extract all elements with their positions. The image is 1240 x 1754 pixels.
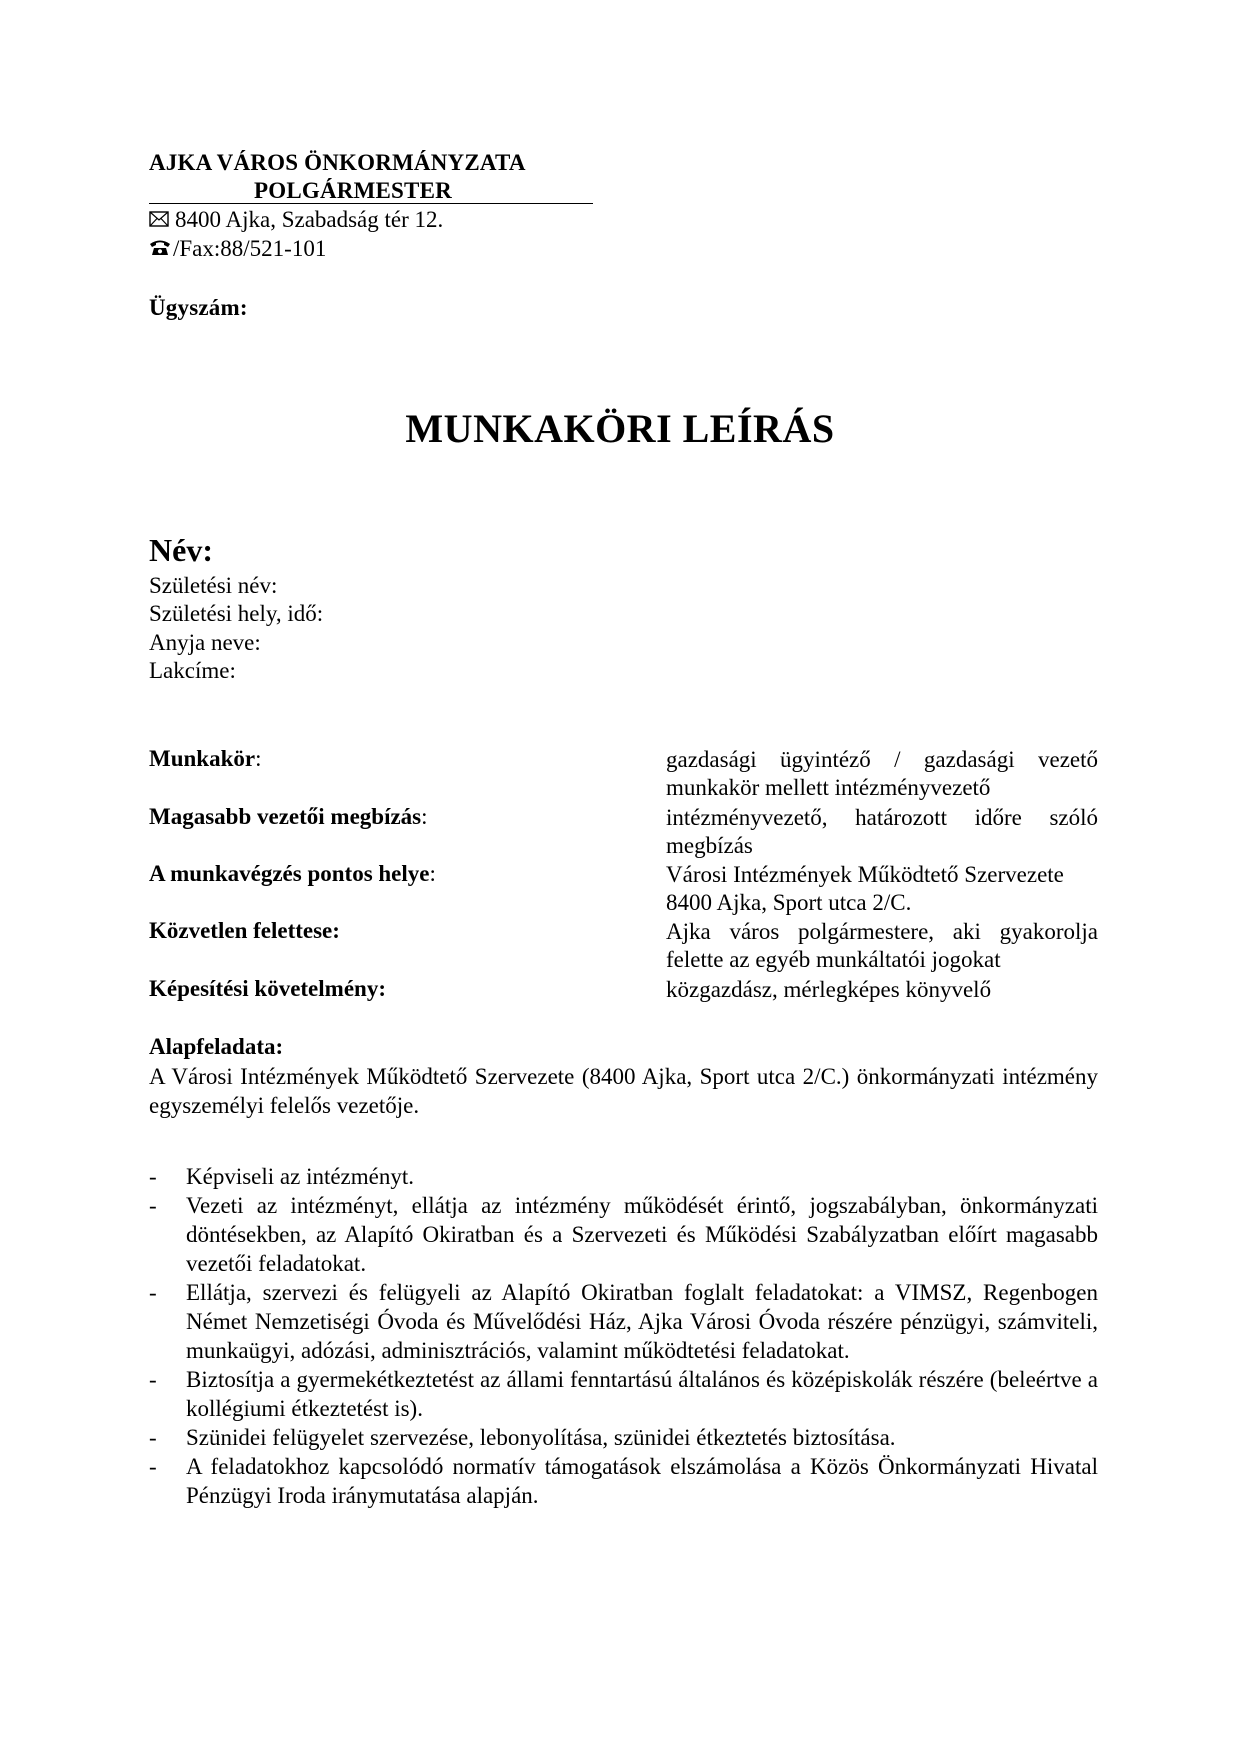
label-colon: : xyxy=(255,746,262,771)
supervisor-value-line2: felette az egyéb munkáltatói jogokat xyxy=(666,947,1001,972)
list-item xyxy=(149,1452,1098,1510)
supervisor-label-text: Közvetlen felettese: xyxy=(149,918,340,943)
mother-name-label: Anyja neve: xyxy=(149,630,261,655)
list-item xyxy=(149,1423,1098,1452)
header-underline xyxy=(149,203,593,204)
supervisor-value-line1: Ajka város polgármestere, aki gyakorolja xyxy=(666,919,1098,944)
basic-task-title: Alapfeladata: xyxy=(149,1034,284,1059)
position-value-line2: munkakör mellett intézményvezető xyxy=(666,775,991,800)
supervisor-label xyxy=(149,918,340,944)
list-item xyxy=(149,1191,1098,1278)
list-item-text: Biztosítja a gyermekétkeztetést az állami fenntartású általános és középiskolák részére (beleértve a kollégiumi étkeztetést is). xyxy=(186,1367,1098,1421)
task-list xyxy=(149,1162,1098,1510)
address-line xyxy=(149,207,443,233)
management-value-line1: intézményvezető, határozott időre szóló xyxy=(666,805,1098,830)
label-colon: : xyxy=(421,804,428,829)
birth-place-date-label: Születési hely, idő: xyxy=(149,601,324,626)
org-name: AJKA VÁROS ÖNKORMÁNYZATA xyxy=(149,150,526,175)
list-marker: - xyxy=(149,1425,157,1450)
page-title: MUNKAKÖRI LEÍRÁS xyxy=(405,406,835,451)
management-label-text: Magasabb vezetői megbízás xyxy=(149,804,422,829)
list-item-text: Képviseli az intézményt. xyxy=(186,1164,415,1189)
list-item-text: Szünidei felügyelet szervezése, lebonyolítása, szünidei étkeztetés biztosítása. xyxy=(186,1425,896,1450)
case-number-label: Ügyszám: xyxy=(149,295,248,320)
qualification-value: közgazdász, mérlegképes könyvelő xyxy=(666,977,992,1002)
workplace-value-line2: 8400 Ajka, Sport utca 2/C. xyxy=(666,890,912,915)
address-label: Lakcíme: xyxy=(149,658,236,683)
list-item xyxy=(149,1278,1098,1365)
list-item xyxy=(149,1365,1098,1423)
phone-line xyxy=(149,236,326,262)
birth-name-label: Születési név: xyxy=(149,573,278,598)
workplace-value-line1: Városi Intézmények Működtető Szervezete xyxy=(666,862,1064,887)
list-marker: - xyxy=(149,1193,157,1218)
workplace-value xyxy=(666,861,1098,917)
list-marker: - xyxy=(149,1454,157,1479)
phone-text: /Fax:88/521-101 xyxy=(173,236,327,261)
label-colon: : xyxy=(429,861,436,886)
qualification-label-text: Képesítési követelmény: xyxy=(149,976,386,1001)
position-label xyxy=(149,746,261,772)
envelope-icon xyxy=(149,207,175,233)
list-item-text: A feladatokhoz kapcsolódó normatív támogatások elszámolása a Közös Önkormányzati Hivatal Pénzügyi Iroda iránymutatása alapján. xyxy=(186,1454,1098,1508)
workplace-label xyxy=(149,861,436,887)
org-mayor: POLGÁRMESTER xyxy=(254,178,452,203)
list-item xyxy=(149,1162,1098,1191)
name-label: Név: xyxy=(149,532,213,568)
phone-icon xyxy=(149,236,173,262)
list-marker: - xyxy=(149,1164,157,1189)
list-item-text: Vezeti az intézményt, ellátja az intézmény működését érintő, jogszabályban, önkormányzati döntésekben, az Alapító Okiratban és a Szervezeti és Működési Szabályzatban előírt magasabb vezetői feladatokat. xyxy=(186,1193,1098,1276)
management-value-line2: megbízás xyxy=(666,833,753,858)
list-marker: - xyxy=(149,1367,157,1392)
list-marker: - xyxy=(149,1280,157,1305)
supervisor-value xyxy=(666,918,1098,974)
position-value-line1: gazdasági ügyintéző / gazdasági vezető xyxy=(666,747,1098,772)
qualification-label xyxy=(149,976,386,1002)
position-label-text: Munkakör xyxy=(149,746,256,771)
management-value xyxy=(666,804,1098,860)
position-value xyxy=(666,746,1098,802)
workplace-label-text: A munkavégzés pontos helye xyxy=(149,861,430,886)
list-item-text: Ellátja, szervezi és felügyeli az Alapító Okiratban foglalt feladatokat: a VIMSZ, Regenbogen Német Nemzetiségi Óvoda és Művelődési Ház, Ajka Városi Óvoda részére pénzügyi, számviteli, munkaügyi, adózási, adminisztrációs, valamint működtetési feladatokat. xyxy=(186,1280,1098,1363)
basic-task-intro: A Városi Intézmények Működtető Szervezete (8400 Ajka, Sport utca 2/C.) önkormányzati intézmény egyszemélyi felelős vezetője. xyxy=(149,1064,1098,1118)
address-text: 8400 Ajka, Szabadság tér 12. xyxy=(175,207,444,232)
management-label xyxy=(149,804,428,830)
